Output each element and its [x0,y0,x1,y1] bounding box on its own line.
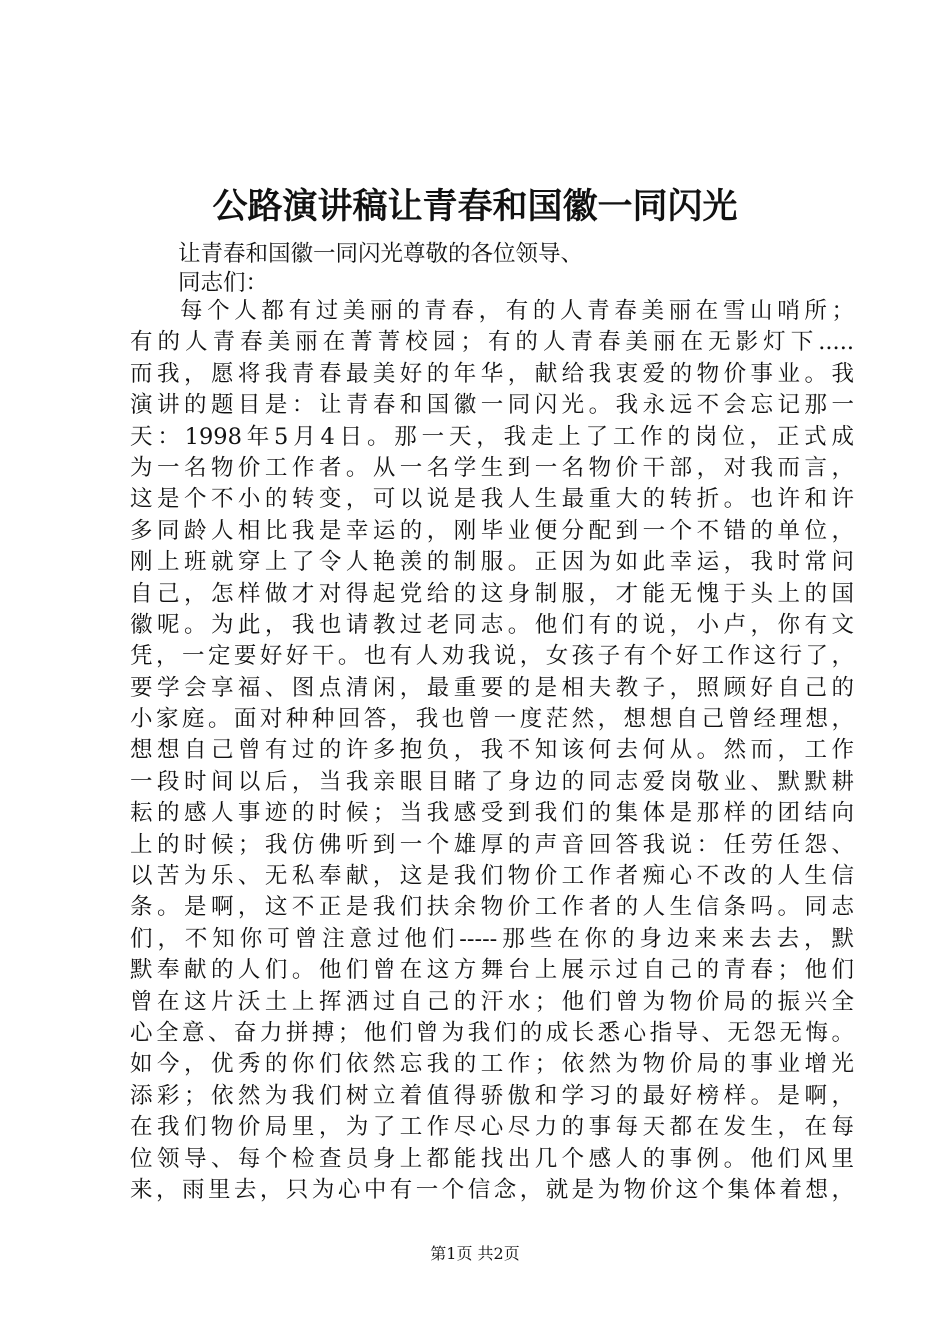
body-line: 徽呢。为此，我也请教过老同志。他们有的说，小卢，你有文 [130,611,854,638]
body-line: 一段时间以后，当我亲眼目睹了身边的同志爱岗敬业、默默耕 [130,768,854,795]
body-line: 心全意、奋力拼搏；他们曾为我们的成长悉心指导、无怨无悔。 [130,1019,854,1046]
body-line: 为一名物价工作者。从一名学生到一名物价干部，对我而言， [130,454,854,481]
body-line: 耘的感人事迹的时候；当我感受到我们的集体是那样的团结向 [130,800,854,827]
body-line: 条。是啊，这不正是我们扶余物价工作者的人生信条吗。同志 [130,894,854,921]
body-line: 而我，愿将我青春最美好的年华，献给我衷爱的物价事业。我 [130,360,854,387]
body-line: 演讲的题目是：让青春和国徽一同闪光。我永远不会忘记那一 [130,392,854,419]
greeting-line-1: 让青春和国徽一同闪光尊敬的各位领导、 [178,241,584,267]
body-line: 以苦为乐、无私奉献，这是我们物价工作者痴心不改的人生信 [130,863,854,890]
body-line: 这是个不小的转变，可以说是我人生最重大的转折。也许和许 [130,486,854,513]
body-line: 曾在这片沃土上挥洒过自己的汗水；他们曾为物价局的振兴全 [130,988,854,1015]
document-title: 公路演讲稿让青春和国徽一同闪光 [212,186,738,227]
body-line: 有的人青春美丽在菁菁校园；有的人青春美丽在无影灯下..... [130,329,854,356]
body-line: 来，雨里去，只为心中有一个信念，就是为物价这个集体着想， [130,1176,854,1203]
body-line: 上的时候；我仿佛听到一个雄厚的声音回答我说：任劳任怨、 [130,831,854,858]
greeting-line-2: 同志们： [178,270,269,296]
body-line: 添彩；依然为我们树立着值得骄傲和学习的最好榜样。是啊， [130,1082,854,1109]
body-line: 多同龄人相比我是幸运的，刚毕业便分配到一个不错的单位， [130,517,854,544]
body-line: 想想自己曾有过的许多抱负，我不知该何去何从。然而，工作 [130,737,854,764]
body-line: 如今，优秀的你们依然忘我的工作；依然为物价局的事业增光 [130,1051,854,1078]
body-line: 天：1998年5月4日。那一天，我走上了工作的岗位，正式成 [130,423,854,450]
page-number-footer: 第1页 共2页 [430,1244,520,1263]
body-line: 小家庭。面对种种回答，我也曾一度茫然，想想自己曾经理想， [130,706,854,733]
body-line: 自己，怎样做才对得起党给的这身制服，才能无愧于头上的国 [130,580,854,607]
body-line: 刚上班就穿上了令人艳羡的制服。正因为如此幸运，我时常问 [130,549,854,576]
body-line: 凭，一定要好好干。也有人劝我说，女孩子有个好工作这行了， [130,643,854,670]
body-text [130,296,854,1206]
body-line: 要学会享福、图点清闲，最重要的是相夫教子，照顾好自己的 [130,674,854,701]
body-line: 每个人都有过美丽的青春，有的人青春美丽在雪山哨所； [180,298,854,324]
body-line: 在我们物价局里，为了工作尽心尽力的事每天都在发生，在每 [130,1114,854,1141]
body-line: 位领导、每个检查员身上都能找出几个感人的事例。他们风里 [130,1145,854,1172]
body-line: 们，不知你可曾注意过他们-----那些在你的身边来来去去，默 [130,925,854,952]
body-line: 默奉献的人们。他们曾在这方舞台上展示过自己的青春；他们 [130,957,854,984]
